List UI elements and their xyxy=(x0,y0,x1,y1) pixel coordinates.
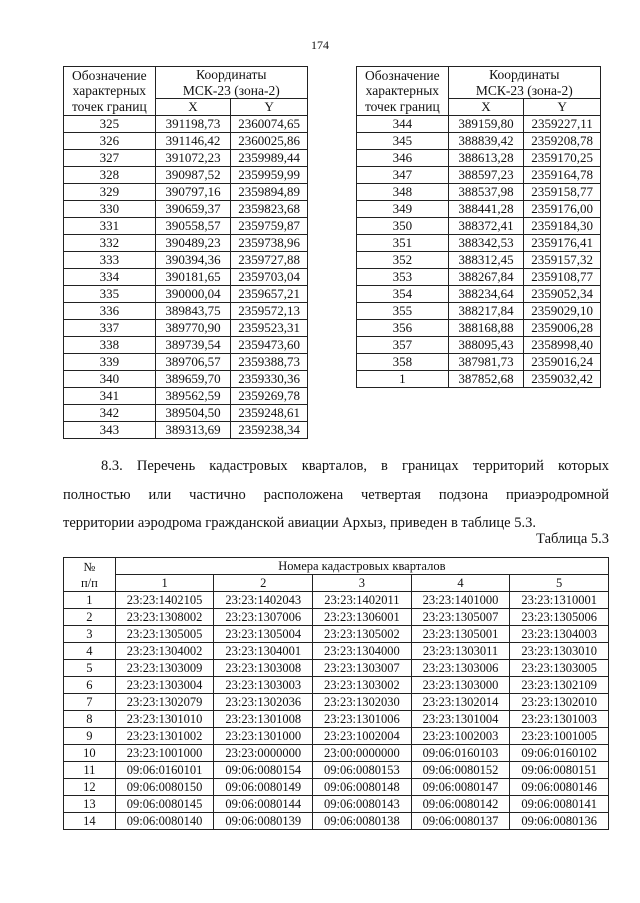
table-cell: 23:23:1302109 xyxy=(510,677,609,694)
table-cell: 1 xyxy=(64,592,116,609)
table-cell: 23:23:1002004 xyxy=(313,728,412,745)
table-cell: 358 xyxy=(357,354,449,371)
table-row xyxy=(64,677,609,694)
table-cell: 2359184,30 xyxy=(524,218,601,235)
table-row xyxy=(64,694,609,711)
table-cell: 2359989,44 xyxy=(231,150,308,167)
table-row xyxy=(64,133,308,150)
table-cell: 388095,43 xyxy=(448,337,524,354)
table-cell: 355 xyxy=(357,303,449,320)
table-cell: 09:06:0080138 xyxy=(313,813,412,830)
table-cell: 23:23:1303002 xyxy=(313,677,412,694)
table-cell: 23:23:1302036 xyxy=(214,694,313,711)
table-row xyxy=(64,643,609,660)
table-row xyxy=(357,116,601,133)
table-cell: 8 xyxy=(64,711,116,728)
table-cell: 09:06:0080153 xyxy=(313,762,412,779)
table-row xyxy=(64,422,308,439)
table-cell: 23:23:1402011 xyxy=(313,592,412,609)
cadastral-numbers-header: Номера кадастровых кварталов xyxy=(115,558,608,575)
table-cell: 2359238,34 xyxy=(231,422,308,439)
table-cell: 350 xyxy=(357,218,449,235)
table-cell: 343 xyxy=(64,422,156,439)
table-cell: 333 xyxy=(64,252,156,269)
table-cell: 390489,23 xyxy=(155,235,231,252)
table-row xyxy=(357,354,601,371)
table-row xyxy=(64,371,308,388)
table-cell: 2359164,78 xyxy=(524,167,601,184)
table-cell: 23:23:1304003 xyxy=(510,626,609,643)
table-cell: 23:23:1304001 xyxy=(214,643,313,660)
table-cell: 390558,57 xyxy=(155,218,231,235)
coordinates-header: Координаты МСК-23 (зона-2) xyxy=(155,67,307,99)
table-cell: 23:23:1301002 xyxy=(115,728,214,745)
table-cell: 352 xyxy=(357,252,449,269)
table-cell: 23:23:1002003 xyxy=(411,728,510,745)
table-cell: 2 xyxy=(64,609,116,626)
table-row xyxy=(357,371,601,388)
table-row xyxy=(357,337,601,354)
table-cell: 09:06:0080140 xyxy=(115,813,214,830)
table-cell: 391146,42 xyxy=(155,133,231,150)
table-cell: 388234,64 xyxy=(448,286,524,303)
table-cell: 388597,23 xyxy=(448,167,524,184)
table-cell: 09:06:0080147 xyxy=(411,779,510,796)
table-cell: 330 xyxy=(64,201,156,218)
table-cell: 346 xyxy=(357,150,449,167)
table-cell: 2359032,42 xyxy=(524,371,601,388)
table-cell: 23:23:1302079 xyxy=(115,694,214,711)
table-caption: Таблица 5.3 xyxy=(536,531,609,547)
table-cell: 2359176,00 xyxy=(524,201,601,218)
table-cell: 23:23:1303007 xyxy=(313,660,412,677)
y-header: Y xyxy=(231,99,308,116)
table-cell: 353 xyxy=(357,269,449,286)
table-cell: 23:23:1301010 xyxy=(115,711,214,728)
table-cell: 2359208,78 xyxy=(524,133,601,150)
table-cell: 2359738,96 xyxy=(231,235,308,252)
table-row xyxy=(64,252,308,269)
table-cell: 09:06:0080144 xyxy=(214,796,313,813)
table-cell: 23:23:1302014 xyxy=(411,694,510,711)
table-cell: 389313,69 xyxy=(155,422,231,439)
table-row xyxy=(64,728,609,745)
table-row xyxy=(357,133,601,150)
column-number: 4 xyxy=(411,575,510,592)
table-row xyxy=(64,609,609,626)
table-cell: 390987,52 xyxy=(155,167,231,184)
table-cell: 2359170,25 xyxy=(524,150,601,167)
table-cell: 390797,16 xyxy=(155,184,231,201)
table-cell: 388372,41 xyxy=(448,218,524,235)
table-cell: 2359157,32 xyxy=(524,252,601,269)
table-row xyxy=(64,303,308,320)
table-row xyxy=(64,626,609,643)
table-cell: 23:23:1303006 xyxy=(411,660,510,677)
table-row xyxy=(357,150,601,167)
table-cell: 357 xyxy=(357,337,449,354)
table-cell: 2359473,60 xyxy=(231,337,308,354)
table-cell: 2359029,10 xyxy=(524,303,601,320)
table-cell: 2359269,78 xyxy=(231,388,308,405)
paragraph-line: 8.3. Перечень кадастровых кварталов, в границах территорий которых xyxy=(101,458,609,474)
table-row xyxy=(357,303,601,320)
table-cell: 23:23:1001000 xyxy=(115,745,214,762)
paragraph-line: территории аэродрома гражданской авиации Архыз, приведен в таблице 5.3. xyxy=(63,515,536,531)
table-cell: 23:23:1307006 xyxy=(214,609,313,626)
table-cell: 347 xyxy=(357,167,449,184)
table-cell: 1 xyxy=(357,371,449,388)
y-header: Y xyxy=(524,99,601,116)
table-cell: 389843,75 xyxy=(155,303,231,320)
table-cell: 391072,23 xyxy=(155,150,231,167)
table-cell: 348 xyxy=(357,184,449,201)
table-row xyxy=(64,779,609,796)
table-cell: 23:23:1303009 xyxy=(115,660,214,677)
table-cell: 349 xyxy=(357,201,449,218)
table-cell: 388168,88 xyxy=(448,320,524,337)
table-cell: 387852,68 xyxy=(448,371,524,388)
table-cell: 13 xyxy=(64,796,116,813)
table-cell: 23:23:1303005 xyxy=(510,660,609,677)
table-row xyxy=(357,235,601,252)
table-cell: 4 xyxy=(64,643,116,660)
table-row xyxy=(64,184,308,201)
table-cell: 2359388,73 xyxy=(231,354,308,371)
table-cell: 388267,84 xyxy=(448,269,524,286)
table-cell: 344 xyxy=(357,116,449,133)
table-cell: 335 xyxy=(64,286,156,303)
table-row xyxy=(64,354,308,371)
x-header: X xyxy=(155,99,231,116)
table-cell: 23:23:1301006 xyxy=(313,711,412,728)
table-row xyxy=(64,320,308,337)
table-cell: 2359523,31 xyxy=(231,320,308,337)
coordinates-table-left xyxy=(63,66,308,439)
table-cell: 2359248,61 xyxy=(231,405,308,422)
table-cell: 2359703,04 xyxy=(231,269,308,286)
table-cell: 388441,28 xyxy=(448,201,524,218)
table-row xyxy=(64,388,308,405)
table-cell: 23:23:1401000 xyxy=(411,592,510,609)
table-cell: 23:23:1303003 xyxy=(214,677,313,694)
table-cell: 351 xyxy=(357,235,449,252)
table-cell: 09:06:0160102 xyxy=(510,745,609,762)
table-cell: 09:06:0080151 xyxy=(510,762,609,779)
table-row xyxy=(64,711,609,728)
table-cell: 23:23:1304000 xyxy=(313,643,412,660)
paragraph-line: полностью или частично расположена четвертая подзона приаэродромной xyxy=(63,486,609,503)
table-row xyxy=(64,235,308,252)
table-cell: 354 xyxy=(357,286,449,303)
table-cell: 356 xyxy=(357,320,449,337)
table-cell: 3 xyxy=(64,626,116,643)
column-number: 2 xyxy=(214,575,313,592)
table-row xyxy=(64,660,609,677)
table-cell: 2359108,77 xyxy=(524,269,601,286)
table-cell: 2358998,40 xyxy=(524,337,601,354)
table-row xyxy=(64,218,308,235)
table-cell: 09:06:0080146 xyxy=(510,779,609,796)
table-row xyxy=(357,201,601,218)
table-cell: 23:23:1305005 xyxy=(115,626,214,643)
table-cell: 23:23:1306001 xyxy=(313,609,412,626)
table-cell: 336 xyxy=(64,303,156,320)
table-cell: 345 xyxy=(357,133,449,150)
table-cell: 326 xyxy=(64,133,156,150)
table-cell: 14 xyxy=(64,813,116,830)
table-cell: 389159,80 xyxy=(448,116,524,133)
table-cell: 23:23:1303008 xyxy=(214,660,313,677)
table-cell: 23:23:1308002 xyxy=(115,609,214,626)
table-cell: 389562,59 xyxy=(155,388,231,405)
table-row xyxy=(357,269,601,286)
column-number: 3 xyxy=(313,575,412,592)
table-cell: 6 xyxy=(64,677,116,694)
table-cell: 23:23:1303010 xyxy=(510,643,609,660)
table-cell: 390000,04 xyxy=(155,286,231,303)
table-cell: 389706,57 xyxy=(155,354,231,371)
table-cell: 388839,42 xyxy=(448,133,524,150)
table-cell: 23:23:1301000 xyxy=(214,728,313,745)
table-row xyxy=(357,286,601,303)
column-number: 1 xyxy=(115,575,214,592)
table-cell: 23:23:1301008 xyxy=(214,711,313,728)
table-cell: 23:23:1305002 xyxy=(313,626,412,643)
table-cell: 23:23:1305001 xyxy=(411,626,510,643)
paragraph-8-3 xyxy=(63,452,609,538)
row-number-header: № п/п xyxy=(64,558,116,592)
table-cell: 342 xyxy=(64,405,156,422)
table-cell: 09:06:0080139 xyxy=(214,813,313,830)
table-cell: 9 xyxy=(64,728,116,745)
table-row xyxy=(357,184,601,201)
table-row xyxy=(64,269,308,286)
table-cell: 389739,54 xyxy=(155,337,231,354)
table-row xyxy=(64,745,609,762)
table-cell: 7 xyxy=(64,694,116,711)
table-cell: 09:06:0080143 xyxy=(313,796,412,813)
table-cell: 12 xyxy=(64,779,116,796)
table-cell: 2360025,86 xyxy=(231,133,308,150)
table-row xyxy=(64,201,308,218)
table-cell: 388537,98 xyxy=(448,184,524,201)
table-cell: 2359572,13 xyxy=(231,303,308,320)
table-cell: 23:23:1304002 xyxy=(115,643,214,660)
table-cell: 09:06:0080150 xyxy=(115,779,214,796)
table-row xyxy=(357,252,601,269)
table-cell: 09:06:0080137 xyxy=(411,813,510,830)
page-number: 174 xyxy=(311,38,329,52)
table-cell: 2359158,77 xyxy=(524,184,601,201)
table-row xyxy=(64,286,308,303)
table-cell: 390394,36 xyxy=(155,252,231,269)
table-cell: 339 xyxy=(64,354,156,371)
table-cell: 09:06:0080152 xyxy=(411,762,510,779)
table-cell: 332 xyxy=(64,235,156,252)
table-cell: 388312,45 xyxy=(448,252,524,269)
column-number: 5 xyxy=(510,575,609,592)
table-cell: 388613,28 xyxy=(448,150,524,167)
table-cell: 09:06:0080154 xyxy=(214,762,313,779)
table-cell: 389659,70 xyxy=(155,371,231,388)
table-cell: 2359759,87 xyxy=(231,218,308,235)
table-row xyxy=(64,150,308,167)
table-cell: 2359006,28 xyxy=(524,320,601,337)
table-cell: 325 xyxy=(64,116,156,133)
table-row xyxy=(64,167,308,184)
table-cell: 23:23:1305004 xyxy=(214,626,313,643)
table-cell: 09:06:0080149 xyxy=(214,779,313,796)
table-cell: 341 xyxy=(64,388,156,405)
table-cell: 2359727,88 xyxy=(231,252,308,269)
table-row xyxy=(64,116,308,133)
table-cell: 2359052,34 xyxy=(524,286,601,303)
table-cell: 23:23:1305006 xyxy=(510,609,609,626)
table-cell: 23:23:1302030 xyxy=(313,694,412,711)
table-row xyxy=(64,592,609,609)
table-cell: 2359176,41 xyxy=(524,235,601,252)
table-cell: 2359016,24 xyxy=(524,354,601,371)
table-cell: 09:06:0080136 xyxy=(510,813,609,830)
table-cell: 327 xyxy=(64,150,156,167)
table-cell: 23:23:1303011 xyxy=(411,643,510,660)
table-cell: 389770,90 xyxy=(155,320,231,337)
table-cell: 340 xyxy=(64,371,156,388)
table-row xyxy=(357,218,601,235)
table-cell: 23:23:1302010 xyxy=(510,694,609,711)
table-cell: 2359227,11 xyxy=(524,116,601,133)
points-header: Обозначение характерных точек границ xyxy=(64,67,156,116)
table-cell: 390659,37 xyxy=(155,201,231,218)
table-cell: 334 xyxy=(64,269,156,286)
table-cell: 2360074,65 xyxy=(231,116,308,133)
table-row xyxy=(64,405,308,422)
table-cell: 23:23:1301004 xyxy=(411,711,510,728)
table-cell: 389504,50 xyxy=(155,405,231,422)
x-header: X xyxy=(448,99,524,116)
table-cell: 23:23:1402043 xyxy=(214,592,313,609)
table-cell: 23:23:1310001 xyxy=(510,592,609,609)
table-row xyxy=(64,813,609,830)
table-cell: 2359330,36 xyxy=(231,371,308,388)
table-cell: 391198,73 xyxy=(155,116,231,133)
table-cell: 23:23:1303000 xyxy=(411,677,510,694)
table-cell: 09:06:0080145 xyxy=(115,796,214,813)
table-cell: 23:23:0000000 xyxy=(214,745,313,762)
table-cell: 23:23:1402105 xyxy=(115,592,214,609)
table-cell: 09:06:0080148 xyxy=(313,779,412,796)
table-cell: 09:06:0080141 xyxy=(510,796,609,813)
table-cell: 328 xyxy=(64,167,156,184)
table-cell: 23:23:1303004 xyxy=(115,677,214,694)
table-cell: 23:23:1001005 xyxy=(510,728,609,745)
table-cell: 2359959,99 xyxy=(231,167,308,184)
table-row xyxy=(357,167,601,184)
table-row xyxy=(64,762,609,779)
table-cell: 11 xyxy=(64,762,116,779)
table-cell: 09:06:0160103 xyxy=(411,745,510,762)
points-header: Обозначение характерных точек границ xyxy=(357,67,449,116)
table-cell: 09:06:0160101 xyxy=(115,762,214,779)
table-cell: 387981,73 xyxy=(448,354,524,371)
table-cell: 2359657,21 xyxy=(231,286,308,303)
cadastral-quarters-table xyxy=(63,557,609,830)
table-row xyxy=(64,337,308,354)
table-cell: 09:06:0080142 xyxy=(411,796,510,813)
table-cell: 23:00:0000000 xyxy=(313,745,412,762)
table-cell: 331 xyxy=(64,218,156,235)
table-row xyxy=(64,796,609,813)
table-cell: 23:23:1305007 xyxy=(411,609,510,626)
table-cell: 329 xyxy=(64,184,156,201)
table-cell: 388217,84 xyxy=(448,303,524,320)
table-cell: 338 xyxy=(64,337,156,354)
table-cell: 10 xyxy=(64,745,116,762)
coordinates-table-right xyxy=(356,66,601,388)
table-cell: 388342,53 xyxy=(448,235,524,252)
table-cell: 390181,65 xyxy=(155,269,231,286)
table-cell: 2359894,89 xyxy=(231,184,308,201)
table-cell: 337 xyxy=(64,320,156,337)
table-cell: 23:23:1301003 xyxy=(510,711,609,728)
table-cell: 5 xyxy=(64,660,116,677)
table-row xyxy=(357,320,601,337)
table-cell: 2359823,68 xyxy=(231,201,308,218)
coordinates-header: Координаты МСК-23 (зона-2) xyxy=(448,67,600,99)
